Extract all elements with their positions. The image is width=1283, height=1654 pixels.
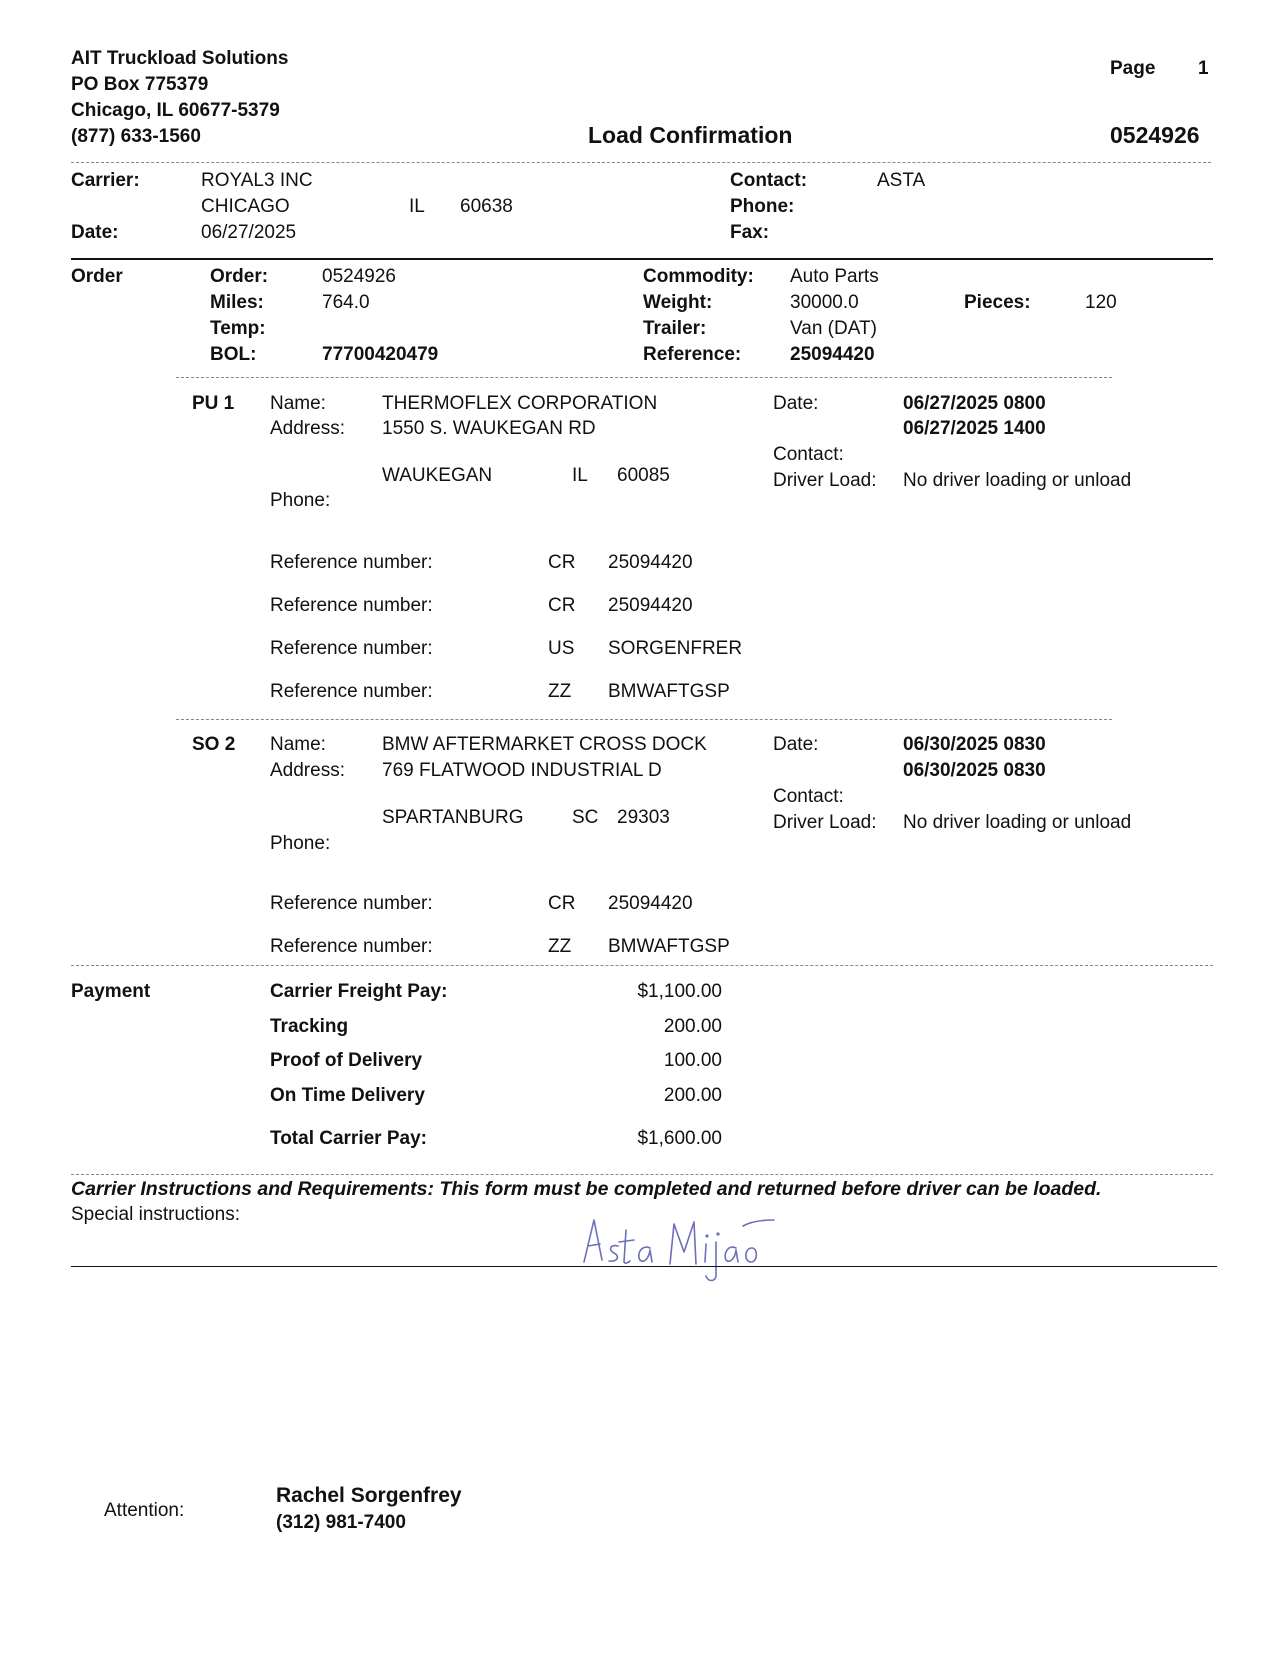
order-label: Order: xyxy=(210,266,269,287)
reference-label: Reference: xyxy=(643,344,742,365)
attention-phone: (312) 981-7400 xyxy=(276,1512,406,1533)
commodity-label: Commodity: xyxy=(643,266,754,287)
page-number: 1 xyxy=(1198,58,1209,79)
fax-label: Fax: xyxy=(730,222,770,243)
stop-date-end: 06/27/2025 1400 xyxy=(903,418,1046,439)
stop-code: PU 1 xyxy=(192,393,235,414)
special-instructions-label: Special instructions: xyxy=(71,1204,240,1225)
date-label: Date: xyxy=(71,222,119,243)
commodity-value: Auto Parts xyxy=(790,266,879,287)
reference-number: 25094420 xyxy=(608,893,693,914)
carrier-date: 06/27/2025 xyxy=(201,222,297,243)
stop-state: IL xyxy=(572,465,588,486)
carrier-zip: 60638 xyxy=(460,196,513,217)
stop-address-label: Address: xyxy=(270,418,345,439)
stop-zip: 29303 xyxy=(617,807,670,828)
company-address-line2: Chicago, IL 60677-5379 xyxy=(71,100,280,121)
weight-label: Weight: xyxy=(643,292,713,313)
reference-number-label: Reference number: xyxy=(270,552,433,573)
reference-number-label: Reference number: xyxy=(270,638,433,659)
stop-date-label: Date: xyxy=(773,393,819,414)
company-phone: (877) 633-1560 xyxy=(71,126,201,147)
payment-item-amount: 200.00 xyxy=(663,1085,722,1106)
stop-code: SO 2 xyxy=(192,734,236,755)
divider xyxy=(176,377,1112,378)
stop-city: WAUKEGAN xyxy=(382,465,493,486)
page-title: Load Confirmation xyxy=(588,122,793,148)
stop-driver-load-label: Driver Load: xyxy=(773,470,877,491)
order-number: 0524926 xyxy=(322,266,396,287)
reference-number: BMWAFTGSP xyxy=(608,936,730,957)
weight-value: 30000.0 xyxy=(790,292,859,313)
stop-driver-load-label: Driver Load: xyxy=(773,812,877,833)
divider xyxy=(71,965,1213,966)
miles-value: 764.0 xyxy=(322,292,370,313)
stop-phone-label: Phone: xyxy=(270,490,331,511)
payment-item-label: On Time Delivery xyxy=(270,1085,425,1106)
payment-section-label: Payment xyxy=(71,981,151,1002)
payment-item-amount: 200.00 xyxy=(663,1016,722,1037)
temp-label: Temp: xyxy=(210,318,266,339)
payment-item-label: Tracking xyxy=(270,1016,349,1037)
stop-city: SPARTANBURG xyxy=(382,807,524,828)
reference-type: CR xyxy=(548,595,576,616)
company-address-line1: PO Box 775379 xyxy=(71,74,209,95)
reference-number-label: Reference number: xyxy=(270,893,433,914)
stop-phone-label: Phone: xyxy=(270,833,331,854)
carrier-contact: ASTA xyxy=(877,170,926,191)
document-number: 0524926 xyxy=(1110,122,1200,148)
payment-item-label: Proof of Delivery xyxy=(270,1050,423,1071)
stop-state: SC xyxy=(572,807,599,828)
carrier-instructions-heading: Carrier Instructions and Requirements: This form must be completed and returned before driver can be loaded. xyxy=(71,1178,1102,1200)
total-carrier-pay: $1,600.00 xyxy=(637,1128,722,1149)
reference-type: CR xyxy=(548,552,576,573)
payment-item-label: Carrier Freight Pay: xyxy=(270,981,448,1002)
stop-date-start: 06/27/2025 0800 xyxy=(903,393,1046,414)
miles-label: Miles: xyxy=(210,292,264,313)
attention-name: Rachel Sorgenfrey xyxy=(276,1484,462,1507)
stop-date-label: Date: xyxy=(773,734,819,755)
reference-number-label: Reference number: xyxy=(270,936,433,957)
payment-item-amount: $1,100.00 xyxy=(637,981,722,1002)
reference-number: 25094420 xyxy=(608,595,693,616)
pieces-label: Pieces: xyxy=(964,292,1031,313)
stop-address: 769 FLATWOOD INDUSTRIAL D xyxy=(382,760,662,781)
section-divider xyxy=(71,258,1213,260)
payment-item-amount: 100.00 xyxy=(663,1050,722,1071)
stop-name-label: Name: xyxy=(270,734,326,755)
reference-number-label: Reference number: xyxy=(270,595,433,616)
stop-name: THERMOFLEX CORPORATION xyxy=(382,393,658,414)
divider xyxy=(176,719,1112,720)
reference-number-label: Reference number: xyxy=(270,681,433,702)
stop-name: BMW AFTERMARKET CROSS DOCK xyxy=(382,734,707,755)
stop-date-end: 06/30/2025 0830 xyxy=(903,760,1046,781)
page-label: Page xyxy=(1110,58,1156,79)
pieces-value: 120 xyxy=(1085,292,1117,313)
attention-label: Attention: xyxy=(104,1500,185,1521)
order-section-label: Order xyxy=(71,266,123,287)
trailer-label: Trailer: xyxy=(643,318,707,339)
trailer-value: Van (DAT) xyxy=(790,318,877,339)
stop-address: 1550 S. WAUKEGAN RD xyxy=(382,418,596,439)
carrier-city: CHICAGO xyxy=(201,196,290,217)
reference-type: ZZ xyxy=(548,681,572,702)
stop-date-start: 06/30/2025 0830 xyxy=(903,734,1046,755)
stop-driver-load: No driver loading or unload xyxy=(903,470,1132,491)
contact-label: Contact: xyxy=(730,170,808,191)
reference-number: BMWAFTGSP xyxy=(608,681,730,702)
stop-contact-label: Contact: xyxy=(773,786,844,807)
divider xyxy=(71,1174,1213,1175)
carrier-name: ROYAL3 INC xyxy=(201,170,313,191)
carrier-label: Carrier: xyxy=(71,170,140,191)
total-carrier-pay-label: Total Carrier Pay: xyxy=(270,1128,427,1149)
carrier-state: IL xyxy=(409,196,425,217)
bol-value: 77700420479 xyxy=(322,344,439,365)
stop-contact-label: Contact: xyxy=(773,444,844,465)
company-name: AIT Truckload Solutions xyxy=(71,48,289,69)
signature xyxy=(578,1210,778,1282)
stop-address-label: Address: xyxy=(270,760,345,781)
divider xyxy=(71,162,1211,163)
signature-line xyxy=(71,1266,1217,1267)
reference-number: SORGENFRER xyxy=(608,638,743,659)
stop-name-label: Name: xyxy=(270,393,326,414)
reference-type: ZZ xyxy=(548,936,572,957)
stop-zip: 60085 xyxy=(617,465,670,486)
reference-number: 25094420 xyxy=(608,552,693,573)
phone-label: Phone: xyxy=(730,196,795,217)
reference-type: CR xyxy=(548,893,576,914)
reference-type: US xyxy=(548,638,575,659)
reference-value: 25094420 xyxy=(790,344,875,365)
bol-label: BOL: xyxy=(210,344,257,365)
stop-driver-load: No driver loading or unload xyxy=(903,812,1132,833)
